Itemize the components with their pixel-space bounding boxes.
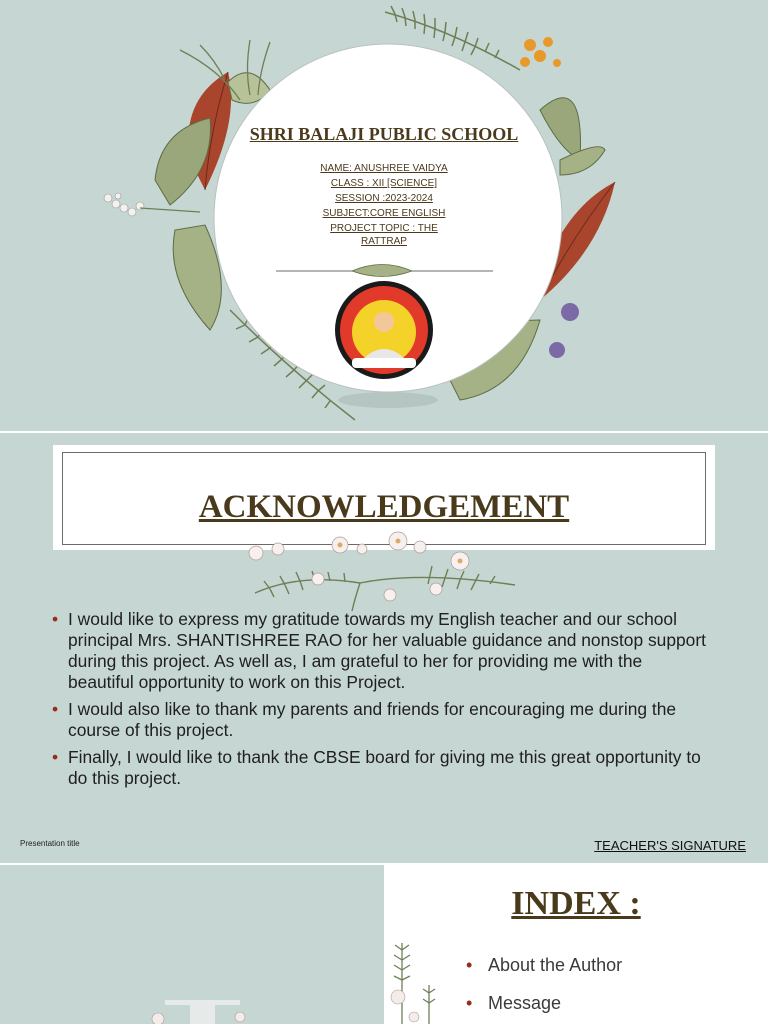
list-item: • I would like to express my gratitude towards my English teacher and our school principal Mrs. SHANTISHREE RAO for her valuable guidance and nonstop support during this project. As well as, I am grateful to her for providing me with the beautiful opportunity to work on this Project.	[52, 609, 712, 693]
student-name: NAME: ANUSHREE VAIDYA	[320, 163, 448, 174]
acknowledgement-list	[52, 609, 712, 795]
index-item-message: • Message	[466, 993, 622, 1013]
school-name: SHRI BALAJI PUBLIC SCHOOL	[249, 124, 519, 144]
cover-slide	[0, 0, 768, 431]
index-list	[466, 955, 622, 1024]
presentation-title-footer: Presentation title	[20, 839, 80, 848]
student-details	[300, 162, 468, 250]
acknowledgement-title: ACKNOWLEDGEMENT	[198, 489, 570, 525]
class-line: CLASS : XII [SCIENCE]	[330, 178, 438, 189]
acknowledgement-slide	[0, 433, 768, 863]
subject-line: SUBJECT:CORE ENGLISH	[322, 208, 446, 219]
teacher-signature: TEACHER'S SIGNATURE	[594, 838, 746, 853]
project-topic: PROJECT TOPIC : THE RATTRAP	[330, 223, 438, 247]
index-item-about-author: • About the Author	[466, 955, 622, 975]
index-title: INDEX :	[511, 885, 641, 922]
list-item: • I would also like to thank my parents and friends for encouraging me during the course of this project.	[52, 699, 712, 741]
session-line: SESSION :2023-2024	[335, 193, 433, 204]
index-slide	[0, 865, 768, 1024]
list-item: • Finally, I would like to thank the CBSE board for giving me this great opportunity to do this project.	[52, 747, 712, 789]
letter-decoration	[0, 865, 384, 1024]
